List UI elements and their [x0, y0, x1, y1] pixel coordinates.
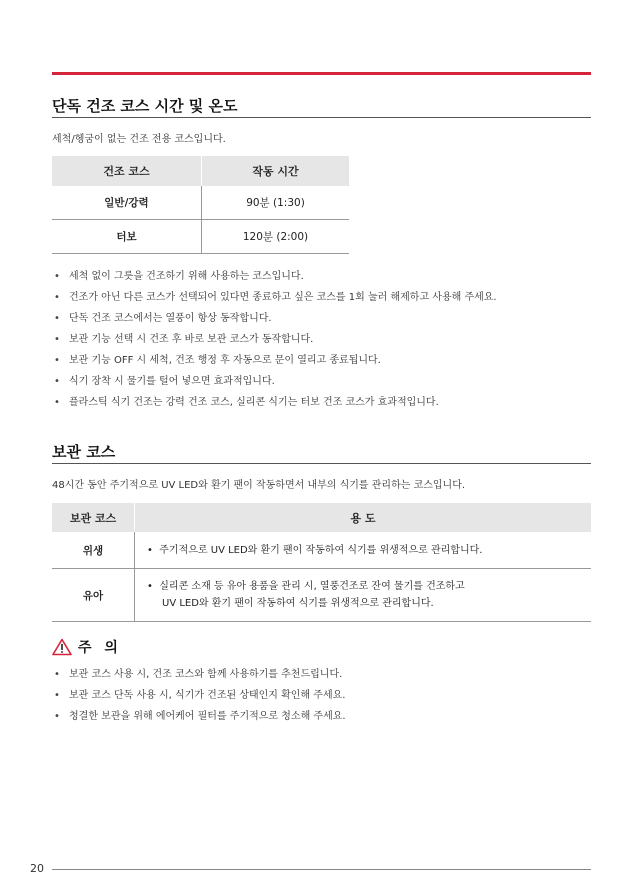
- bullet-dot: •: [54, 313, 60, 324]
- list-item: [52, 329, 497, 350]
- bullet-dot: •: [54, 355, 60, 366]
- table-cell-course: 일반/강력: [52, 186, 202, 220]
- list-item: [52, 664, 346, 685]
- table-row: [52, 532, 591, 569]
- storage-section-title: 보관 코스: [52, 443, 116, 461]
- drying-time-table: [52, 156, 349, 254]
- drying-section-rule: [52, 117, 591, 118]
- list-item: [52, 266, 497, 287]
- table-cell-course: 위생: [52, 532, 135, 569]
- bullet-dot: •: [54, 690, 60, 701]
- table-header-course: 보관 코스: [52, 503, 135, 532]
- bullet-dot: •: [54, 334, 60, 345]
- storage-section-description: 48시간 동안 주기적으로 UV LED와 환기 팬이 작동하면서 내부의 식기를 관리하는 코스입니다.: [52, 480, 466, 491]
- drying-section-description: 세척/헹굼이 없는 건조 전용 코스입니다.: [52, 134, 226, 145]
- warning-triangle-icon: [52, 638, 72, 656]
- table-header-course: 건조 코스: [52, 156, 202, 186]
- caution-title: 주 의: [78, 640, 122, 656]
- list-item: [52, 685, 346, 706]
- table-header-row: [52, 156, 349, 186]
- bullet-dot: •: [54, 292, 60, 303]
- table-row: [52, 186, 349, 220]
- table-header-time: 작동 시간: [202, 156, 350, 186]
- caution-heading: [52, 637, 122, 657]
- note-text: 세척 없이 그릇을 건조하기 위해 사용하는 코스입니다.: [69, 271, 304, 282]
- footer-rule: [52, 869, 591, 870]
- note-text: 보관 기능 선택 시 건조 후 바로 보관 코스가 동작합니다.: [69, 334, 314, 345]
- drying-notes-list: [52, 266, 497, 413]
- note-text: 플라스틱 식기 건조는 강력 건조 코스, 실리콘 식기는 터보 건조 코스가 효과적입니다.: [69, 397, 439, 408]
- list-item: [52, 308, 497, 329]
- list-item: [52, 706, 346, 727]
- table-cell-course: 터보: [52, 220, 202, 254]
- note-text: 식기 장착 시 물기를 털어 넣으면 효과적입니다.: [69, 376, 275, 387]
- drying-section-title: 단독 건조 코스 시간 및 온도: [52, 97, 238, 115]
- table-cell-purpose: [135, 569, 592, 622]
- bullet-dot: •: [54, 376, 60, 387]
- list-item: [52, 371, 497, 392]
- table-header-purpose: 용 도: [135, 503, 592, 532]
- note-text: 단독 건조 코스에서는 열풍이 항상 동작합니다.: [69, 313, 272, 324]
- storage-course-table: [52, 503, 591, 622]
- table-cell-course: 유아: [52, 569, 135, 622]
- note-text: 건조가 아닌 다른 코스가 선택되어 있다면 종료하고 싶은 코스를 1회 눌러 해제하고 사용해 주세요.: [69, 292, 497, 303]
- note-text: 청결한 보관을 위해 에어케어 필터를 주기적으로 청소해 주세요.: [69, 711, 346, 722]
- table-row: [52, 220, 349, 254]
- bullet-dot: •: [54, 711, 60, 722]
- bullet-dot: •: [147, 581, 153, 592]
- table-header-row: [52, 503, 591, 532]
- purpose-text: UV LED와 환기 팬이 작동하여 식기를 위생적으로 관리합니다.: [162, 598, 434, 609]
- caution-notes-list: [52, 664, 346, 727]
- purpose-text: 실리콘 소재 등 유아 용품을 관리 시, 열풍건조로 잔여 물기를 건조하고: [159, 581, 465, 592]
- list-item: [52, 392, 497, 413]
- bullet-dot: •: [147, 544, 153, 556]
- note-text: 보관 코스 사용 시, 건조 코스와 함께 사용하기를 추천드립니다.: [69, 669, 343, 680]
- page-number: 20: [30, 862, 44, 875]
- bullet-dot: •: [54, 397, 60, 408]
- table-row: [52, 569, 591, 622]
- table-cell-time: 90분 (1:30): [202, 186, 350, 220]
- note-text: 보관 기능 OFF 시 세척, 건조 행정 후 자동으로 문이 열리고 종료됩니다.: [69, 355, 381, 366]
- bullet-dot: •: [54, 271, 60, 282]
- table-cell-time: 120분 (2:00): [202, 220, 350, 254]
- purpose-text: 주기적으로 UV LED와 환기 팬이 작동하여 식기를 위생적으로 관리합니다.: [159, 544, 483, 556]
- top-accent-rule: [52, 72, 591, 75]
- note-text: 보관 코스 단독 사용 시, 식기가 건조된 상태인지 확인해 주세요.: [69, 690, 346, 701]
- list-item: [52, 350, 497, 371]
- table-cell-purpose: [135, 532, 592, 569]
- storage-section-rule: [52, 463, 591, 464]
- bullet-dot: •: [54, 669, 60, 680]
- list-item: [52, 287, 497, 308]
